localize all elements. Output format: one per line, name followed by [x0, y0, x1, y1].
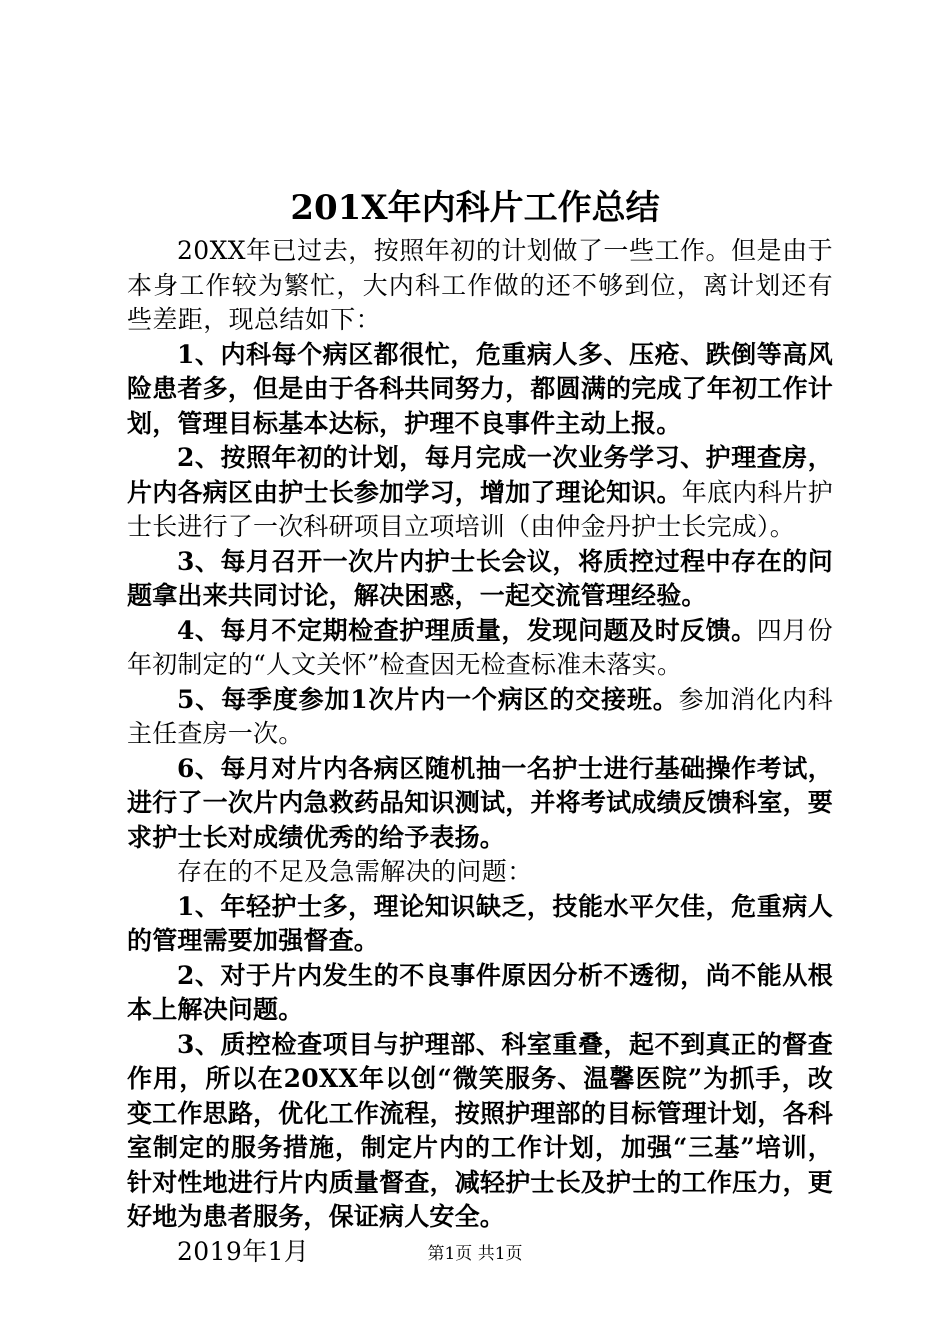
work-item-2 — [127, 441, 833, 545]
problem-item-1: 1、年轻护士多，理论知识缺乏，技能水平欠佳，危重病人的管理需要加强督查。 — [127, 891, 833, 955]
work-item-3 — [127, 545, 833, 614]
document-title: 201X年内科片工作总结 — [290, 188, 660, 228]
work-item-3-main: 3、每月召开一次片内护士长会议，将质控过程中存在的问题拿出来共同讨论，解决困惑，一起交流管理经验。 — [127, 546, 833, 610]
document-body — [127, 234, 833, 1269]
work-item-1 — [127, 338, 833, 442]
work-item-4-main: 4、每月不定期检查护理质量，发现问题及时反馈。 — [177, 615, 757, 645]
work-item-6-main: 6、每月对片内各病区随机抽一名护士进行基础操作考试，进行了一次片内急救药品知识测试，并将考试成绩反馈科室，要求护士长对成绩优秀的给予表扬。 — [127, 753, 833, 852]
work-item-5-note: 参加消化内科主任查房一次。 — [127, 684, 833, 748]
work-item-5 — [127, 683, 833, 752]
work-item-4 — [127, 614, 833, 683]
work-item-5-main: 5、每季度参加1次片内一个病区的交接班。 — [177, 684, 679, 714]
work-item-2-note: 年底内科片护士长进行了一次科研项目立项培训（由仲金丹护士长完成）。 — [127, 477, 834, 541]
work-item-2-main: 2、按照年初的计划，每月完成一次业务学习、护理查房，片内各病区由护士长参加学习，增加了理论知识。 — [127, 443, 833, 507]
problem-item-3: 3、质控检查项目与护理部、科室重叠，起不到真正的督查作用，所以在20XX年以创“微笑服务、温馨医院”为抓手，改变工作思路，优化工作流程，按照护理部的目标管理计划，各科室制定的服务措施，制定片内的工作计划，加强“三基”培训，针对性地进行片内质量督查，减轻护士长及护士的工作压力，更好地为患者服务，保证病人安全。 — [127, 1029, 833, 1231]
document-date: 2019年1月 — [177, 1236, 310, 1266]
problems-heading: 存在的不足及急需解决的问题： — [177, 857, 533, 886]
problem-item-2: 2、对于片内发生的不良事件原因分析不透彻，尚不能从根本上解决问题。 — [127, 960, 833, 1024]
intro-paragraph: 20XX年已过去，按照年初的计划做了一些工作。但是由于本身工作较为繁忙，大内科工作做的还不够到位，离计划还有些差距，现总结如下： — [127, 236, 833, 334]
work-item-1-main: 1、内科每个病区都很忙，危重病人多、压疮、跌倒等高风险患者多，但是由于各科共同努力，都圆满的完成了年初工作计划，管理目标基本达标，护理不良事件主动上报。 — [127, 339, 833, 438]
page-footer: 第1页 共1页 — [427, 1244, 523, 1264]
work-item-4-note: 四月份年初制定的“人文关怀”检查因无检查标准未落实。 — [127, 615, 833, 679]
work-item-6 — [127, 752, 833, 856]
